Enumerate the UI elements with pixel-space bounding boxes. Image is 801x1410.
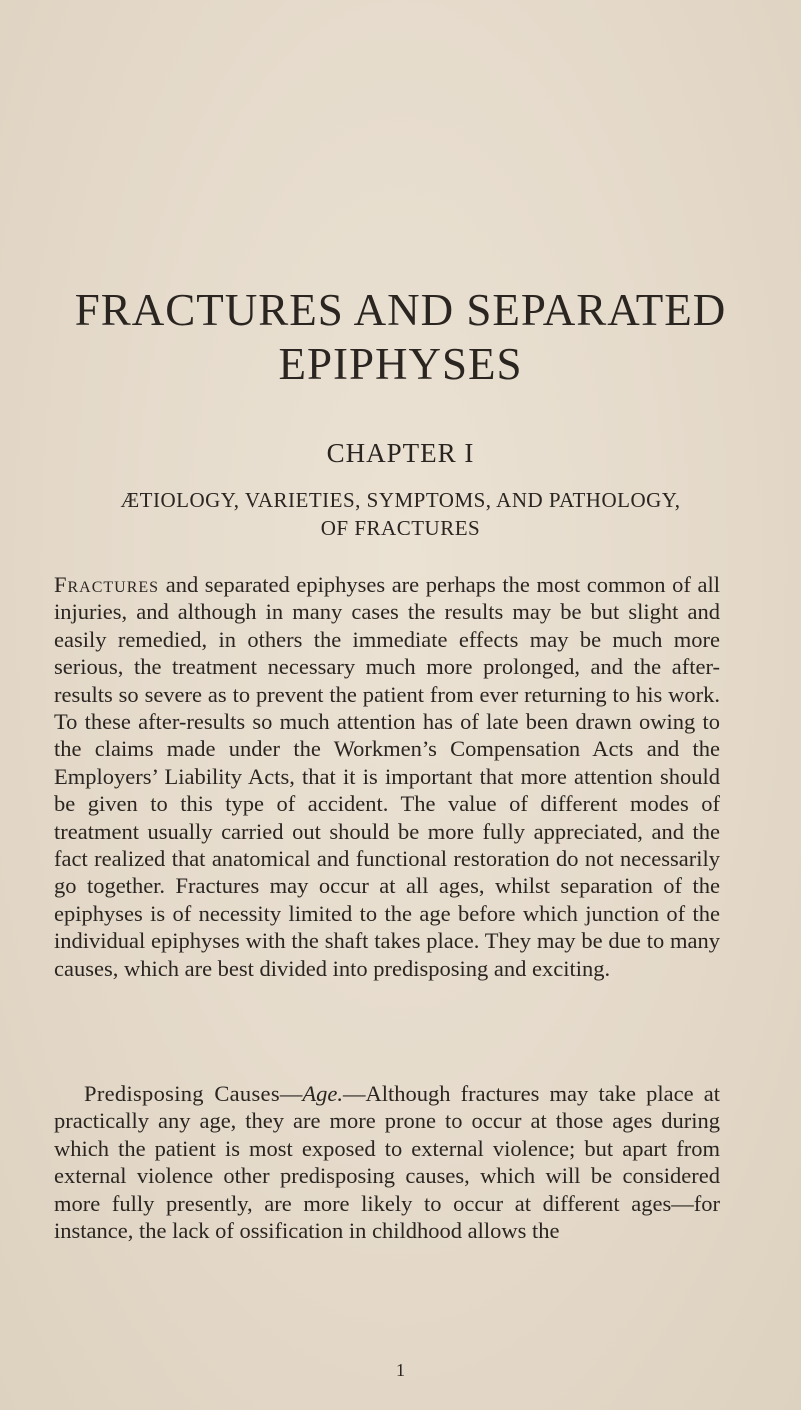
paragraph-predisposing-text: Although fractures may take place at practically any age, they are more prone to occur at those ages during which the patient is most exposed to external violence; but apart from external violence other predisposing causes, which will be considered more fully presently, are more likely to occur at different ages—for instance, the lack of ossification in childhood allows the xyxy=(54,1081,721,1244)
paragraph-predisposing-causes xyxy=(54,1080,720,1244)
page-number: 1 xyxy=(396,1360,405,1380)
book-title-line-1: FRACTURES AND SEPARATED xyxy=(74,285,727,335)
chapter-subtitle-line-1: ÆTIOLOGY, VARIETIES, SYMPTOMS, AND PATHOLOGY, xyxy=(120,488,681,512)
heading-dash: — xyxy=(279,1081,303,1106)
subheading-dash: — xyxy=(343,1081,366,1106)
paragraph-lead-word: Fractures xyxy=(54,572,160,597)
section-heading-predisposing-causes: Predisposing Causes xyxy=(84,1081,280,1106)
paragraph-introduction-text: and separated epiphyses are perhaps the most common of all injuries, and although in many cases the results may be but slight and easily remedied, in others the immediate effects may be much more serious, the treatment necessary much more prolonged, and the after-results so severe as to prevent the patient from ever returning to his work. To these after-results so much attention has of late been drawn owing to the claims made under the Workmen’s Compensation Acts and the Employers’ Liability Acts, that it is important that more attention should be given to this type of accident. The value of different modes of treatment usually carried out should be more fully appreciated, and the fact realized that anatomical and functional restoration do not necessarily go together. Fractures may occur at all ages, whilst separation of the epiphyses is of necessity limited to the age before which junction of the individual epiphyses with the shaft takes place. They may be due to many causes, which are best divided into predisposing and exciting. xyxy=(54,572,720,981)
book-title-line-2: EPIPHYSES xyxy=(278,339,523,389)
paragraph-introduction xyxy=(54,571,720,982)
chapter-heading: CHAPTER I xyxy=(326,438,475,468)
subheading-age: Age. xyxy=(302,1081,343,1106)
chapter-subtitle-line-2: OF FRACTURES xyxy=(320,516,481,540)
